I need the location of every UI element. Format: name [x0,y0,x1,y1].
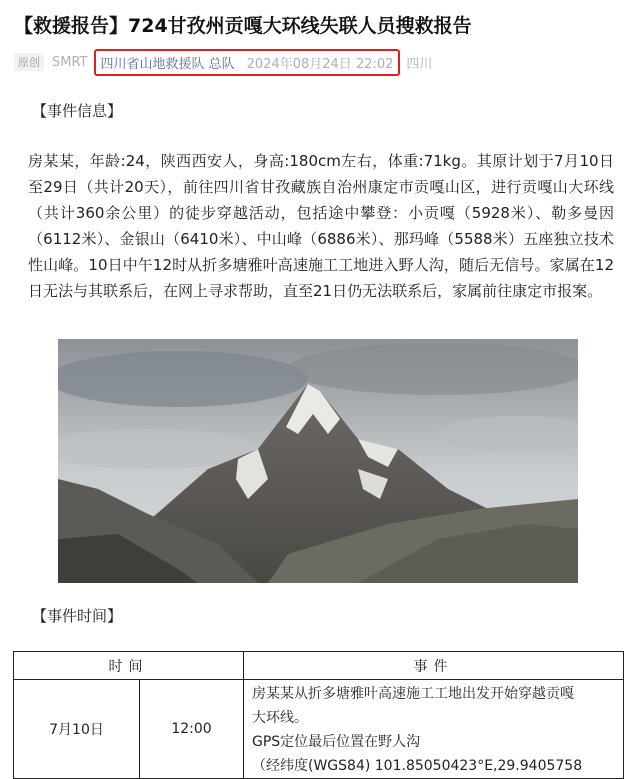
event-info-paragraph: 房某某，年龄:24，陕西西安人，身高:180cm左右，体重:71kg。其原计划于7月10日至29日（共计20天），前往四川省甘孜藏族自治州康定市贡嘎山区，进行贡嘎山大环线（共计360余公里）的徒步穿越活动，包括途中攀登：小贡嘎（5928米）、勒多曼因（6112米）、金银山（6410米）、中山峰（6886米）、那玛峰（5588米）五座独立技术性山峰。10日中午12时从折多塘雅叶高速施工工地进入野人沟，随后无信号。家属在12日无法与其联系后，在网上寻求帮助，直至21日仍无法联系后，家属前往康定市报案。 [28,152,614,300]
author-name[interactable]: SMRT [52,54,88,70]
row-event [244,680,624,779]
event-timeline-table [13,651,624,779]
publish-location: 四川 [406,56,433,72]
publish-date: 2024年08月24日 22:02 [246,56,394,72]
table-row [14,680,624,779]
article-meta [14,52,432,72]
row-time: 12:00 [140,680,244,779]
section-heading-time: 【事件时间】 [32,607,123,625]
article-title: 【救援报告】724甘孜州贡嘎大环线失联人员搜救报告 [14,15,472,37]
account-date-highlight [94,49,401,76]
mountain-photo [58,339,578,583]
table-header-row [14,652,624,680]
event-line: 房某某从折多塘雅叶高速施工工地出发开始穿越贡嘎 [252,686,574,702]
section-heading-info: 【事件信息】 [32,102,123,120]
event-line: 大环线。 [252,710,308,726]
event-line: GPS定位最后位置在野人沟 [252,734,421,750]
event-line: （经纬度(WGS84) 101.85050423°E,29.9405758 [252,758,583,774]
row-date: 7月10日 [14,680,140,779]
header-time: 时间 [14,652,244,680]
header-event: 事件 [244,652,624,680]
original-badge: 原创 [14,53,44,71]
account-name-link[interactable]: 四川省山地救援队 总队 [100,56,235,72]
